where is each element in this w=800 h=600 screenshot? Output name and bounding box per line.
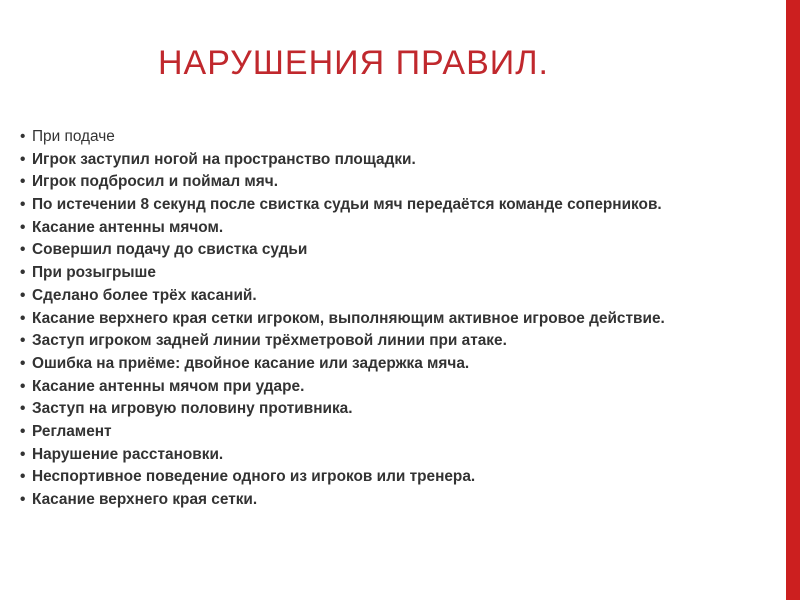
list-item bbox=[20, 400, 760, 417]
bullet-dot: • bbox=[20, 241, 26, 259]
accent-bar bbox=[786, 0, 800, 600]
list-item bbox=[20, 196, 760, 213]
list-item bbox=[20, 219, 760, 236]
list-item bbox=[20, 128, 760, 145]
list-item-text: При розыгрыше bbox=[32, 264, 156, 282]
bullet-dot: • bbox=[20, 491, 26, 508]
bullet-dot: • bbox=[20, 400, 26, 418]
bullet-dot: • bbox=[20, 196, 26, 214]
bullet-list bbox=[20, 128, 760, 514]
list-item bbox=[20, 151, 760, 168]
list-item bbox=[20, 378, 760, 395]
list-item bbox=[20, 355, 760, 372]
list-item-text: Неспортивное поведение одного из игроков или тренера. bbox=[32, 468, 476, 486]
list-item-text: Заступ игроком задней линии трёхметровой линии при атаке. bbox=[32, 332, 507, 350]
bullet-dot: • bbox=[20, 173, 26, 191]
list-item-text: Совершил подачу до свистка судьи bbox=[32, 241, 308, 259]
list-item bbox=[20, 446, 760, 463]
list-item-text: При подаче bbox=[32, 128, 115, 145]
list-item bbox=[20, 332, 760, 349]
bullet-dot: • bbox=[20, 422, 26, 440]
list-item bbox=[20, 310, 760, 327]
slide-title: НАРУШЕНИЯ ПРАВИЛ. bbox=[158, 44, 549, 82]
list-item-text: Игрок подбросил и поймал мяч. bbox=[32, 173, 278, 191]
list-item bbox=[20, 264, 760, 281]
list-item bbox=[20, 173, 760, 190]
list-item-text: Касание антенны мячом. bbox=[32, 218, 224, 236]
list-item-text: По истечении 8 секунд после свистка судьи мяч передаётся команде соперников. bbox=[32, 196, 662, 214]
bullet-dot: • bbox=[20, 468, 26, 486]
bullet-dot: • bbox=[20, 218, 26, 236]
bullet-dot: • bbox=[20, 264, 26, 282]
bullet-dot: • bbox=[20, 150, 26, 168]
list-item bbox=[20, 241, 760, 258]
list-item-text: Касание антенны мячом при ударе. bbox=[32, 377, 305, 395]
list-item-text: Касание верхнего края сетки. bbox=[32, 491, 258, 508]
list-item-text: Игрок заступил ногой на пространство площадки. bbox=[32, 150, 416, 168]
list-item-text: Ошибка на приёме: двойное касание или задержка мяча. bbox=[32, 354, 470, 372]
list-item-text: Заступ на игровую половину противника. bbox=[32, 400, 353, 418]
list-item bbox=[20, 287, 760, 304]
list-item-text: Сделано более трёх касаний. bbox=[32, 286, 257, 304]
bullet-dot: • bbox=[20, 354, 26, 372]
list-item bbox=[20, 468, 760, 485]
list-item-text: Касание верхнего края сетки игроком, выполняющим активное игровое действие. bbox=[32, 309, 665, 327]
bullet-dot: • bbox=[20, 332, 26, 350]
list-item bbox=[20, 491, 760, 508]
bullet-dot: • bbox=[20, 128, 26, 145]
bullet-dot: • bbox=[20, 309, 26, 327]
list-item-text: Нарушение расстановки. bbox=[32, 445, 224, 463]
list-item-text: Регламент bbox=[32, 422, 112, 440]
bullet-dot: • bbox=[20, 445, 26, 463]
bullet-dot: • bbox=[20, 377, 26, 395]
list-item bbox=[20, 423, 760, 440]
bullet-dot: • bbox=[20, 286, 26, 304]
